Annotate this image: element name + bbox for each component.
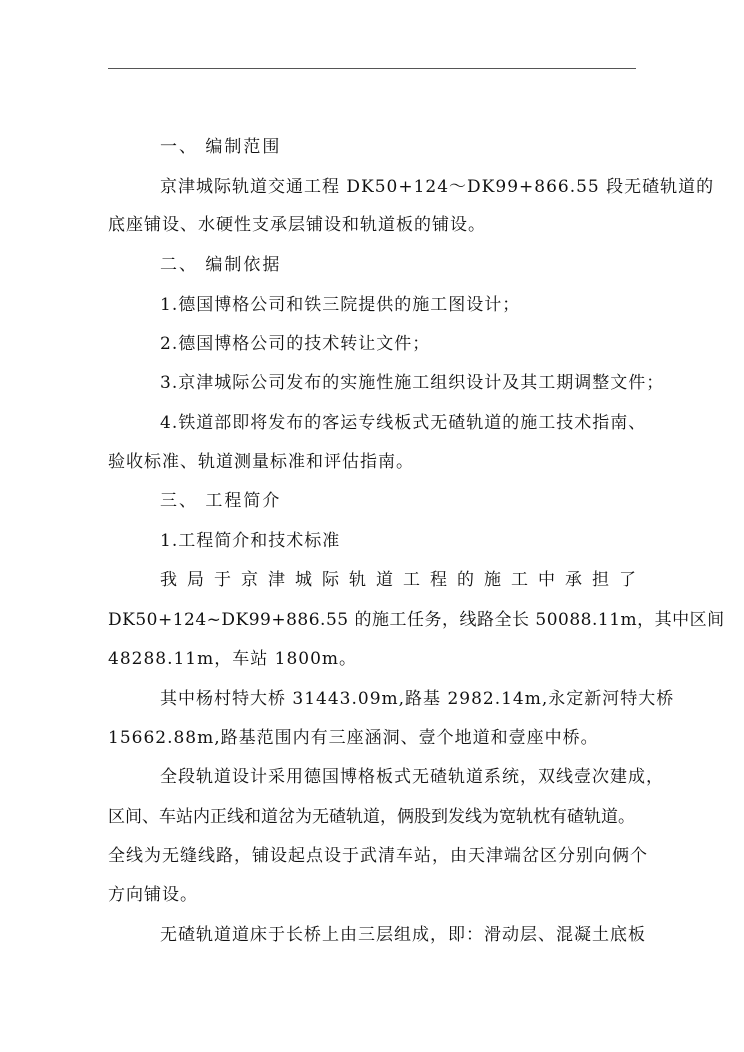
justified-line	[160, 569, 636, 591]
section-heading-3: 三、 工程简介	[160, 491, 282, 511]
list-item: 3.京津城际公司发布的实施性施工组织设计及其工期调整文件；	[160, 373, 665, 393]
paragraph-line: 15662.88m,路基范围内有三座涵洞、壹个地道和壹座中桥。	[108, 728, 599, 748]
header-rule	[108, 68, 636, 69]
char: 城	[295, 570, 312, 590]
char: 津	[268, 570, 285, 590]
char: 轨	[349, 570, 366, 590]
char: 程	[430, 570, 447, 590]
char: 道	[376, 570, 393, 590]
char: 工	[403, 570, 420, 590]
list-item-continuation: 验收标准、轨道测量标准和评估指南。	[108, 452, 414, 472]
paragraph-line: 无碴轨道道床于长桥上由三层组成，即：滑动层、混凝土底板	[160, 925, 646, 945]
paragraph-line: 方向铺设。	[108, 885, 198, 905]
list-item: 1.德国博格公司和铁三院提供的施工图设计；	[160, 295, 521, 315]
paragraph-line: 底座铺设、水硬性支承层铺设和轨道板的铺设。	[108, 215, 486, 235]
section-heading-2: 二、 编制依据	[160, 255, 282, 275]
paragraph-line: 其中杨村特大桥 31443.09m,路基 2982.14m,永定新河特大桥	[160, 689, 675, 709]
char: 担	[592, 570, 609, 590]
char: 际	[322, 570, 339, 590]
list-item: 2.德国博格公司的技术转让文件；	[160, 334, 431, 354]
char: 了	[619, 570, 636, 590]
subsection-heading: 1.工程简介和技术标准	[160, 531, 341, 551]
char: 承	[565, 570, 582, 590]
char: 施	[484, 570, 501, 590]
section-heading-1: 一、 编制范围	[160, 137, 282, 157]
char: 的	[457, 570, 474, 590]
char: 中	[538, 570, 555, 590]
char: 工	[511, 570, 528, 590]
list-item: 4.铁道部即将发布的客运专线板式无碴轨道的施工技术指南、	[160, 413, 647, 433]
char: 局	[187, 570, 204, 590]
paragraph-line: DK50+124~DK99+886.55 的施工任务，线路全长 50088.11m，其中区间	[108, 610, 725, 630]
paragraph-line: 48288.11m，车站 1800m。	[108, 649, 358, 669]
char: 京	[241, 570, 258, 590]
paragraph-line: 全段轨道设计采用德国博格板式无碴轨道系统，双线壹次建成，	[160, 767, 664, 787]
paragraph-line: 京津城际轨道交通工程 DK50+124～DK99+866.55 段无碴轨道的	[160, 177, 715, 197]
char: 我	[160, 570, 177, 590]
paragraph-line: 全线为无缝线路，铺设起点设于武清车站，由天津端岔区分别向俩个	[108, 846, 648, 866]
char: 于	[214, 570, 231, 590]
paragraph-line: 区间、车站内正线和道岔为无碴轨道，俩股到发线为宽轨枕有碴轨道。	[108, 807, 635, 827]
